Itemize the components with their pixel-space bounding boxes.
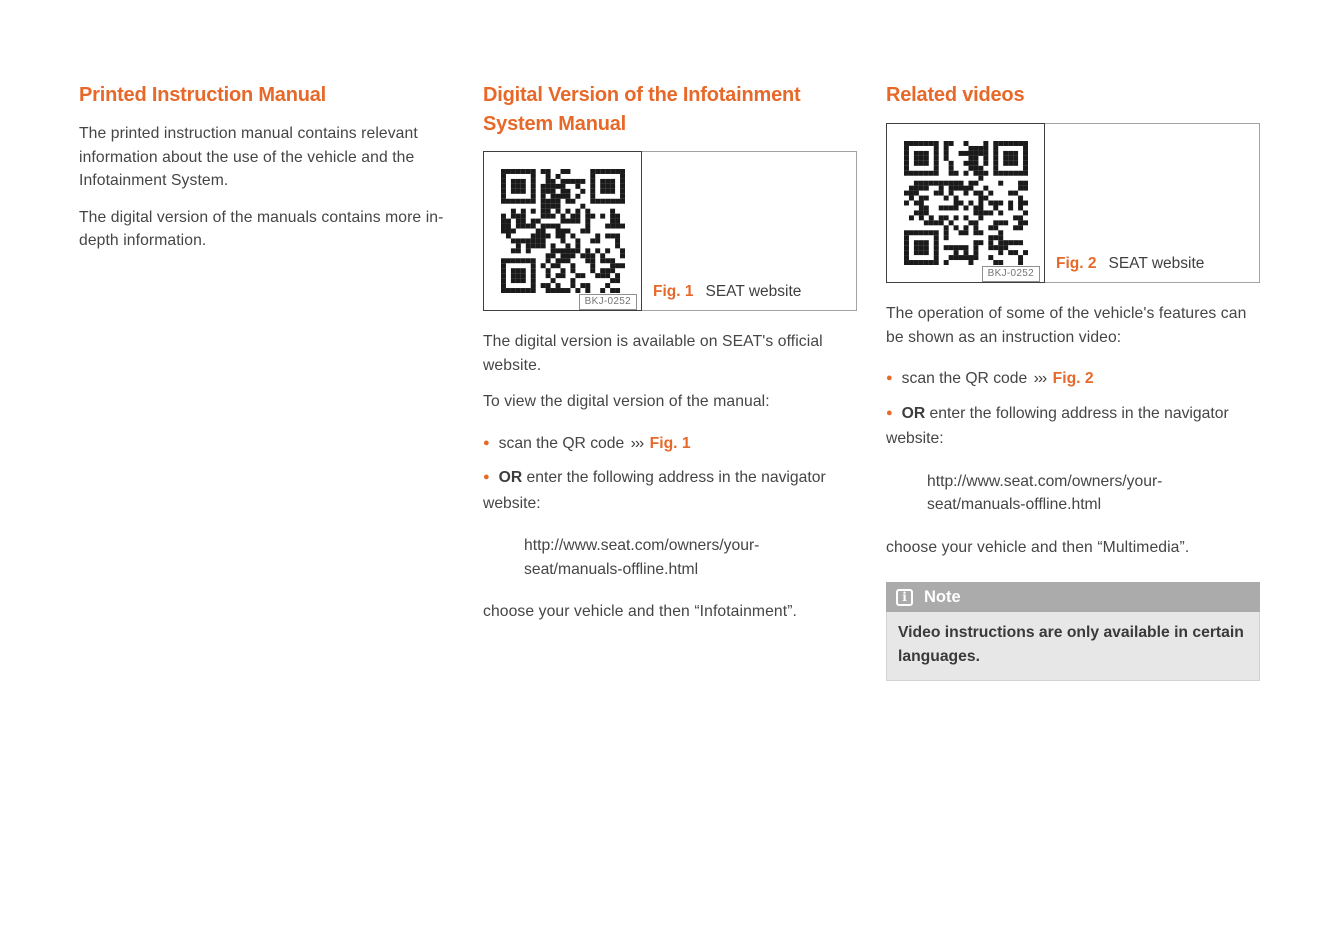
qr-code-id-label: BKJ-0252 <box>982 266 1040 282</box>
cross-reference-chevrons-icon: ››› <box>630 434 644 452</box>
bullet-text: scan the QR code <box>498 434 625 452</box>
note-header <box>886 582 1260 612</box>
bullet-icon: ● <box>483 471 490 483</box>
bullet-text: enter the following address in the navigator website: <box>886 404 1229 447</box>
url-line: http://www.seat.com/owners/your- <box>524 537 760 554</box>
bullet-icon: ● <box>483 436 490 449</box>
bullet-bold-text: OR <box>901 404 926 422</box>
qr-code-id-label: BKJ-0252 <box>579 294 637 310</box>
column-related-videos <box>886 81 1260 681</box>
bullet-item <box>483 466 857 515</box>
figure-number: Fig. 2 <box>1056 255 1097 272</box>
bullet-item <box>483 432 857 458</box>
paragraph: To view the digital version of the manual: <box>483 393 770 410</box>
figure-caption-text: SEAT website <box>705 283 802 300</box>
cross-reference-chevrons-icon: ››› <box>1033 370 1047 387</box>
qr-code-frame <box>886 123 1045 283</box>
figure-number: Fig. 1 <box>653 283 694 300</box>
note-body-text: Video instructions are only available in certain languages. <box>886 612 1260 681</box>
paragraph: The digital version is available on SEAT's official website. <box>483 333 823 374</box>
bullet-text: scan the QR code <box>901 370 1028 387</box>
figure-caption <box>653 283 801 301</box>
note-title: Note <box>924 587 961 606</box>
figure-caption <box>1056 255 1204 273</box>
note-callout <box>886 582 1260 681</box>
bullet-text: enter the following address in the navigator website: <box>483 469 826 512</box>
paragraph: The operation of some of the vehicle's features can be shown as an instruction video: <box>886 305 1247 346</box>
section-heading-printed-manual: Printed Instruction Manual <box>79 84 327 106</box>
qr-code-icon <box>904 141 1028 265</box>
column-printed-instruction-manual <box>79 81 445 266</box>
figure-1 <box>483 151 857 311</box>
figure-caption-text: SEAT website <box>1108 255 1205 272</box>
section-heading-related-videos: Related videos <box>886 84 1025 106</box>
bullet-icon: ● <box>886 372 893 384</box>
bullet-bold-text: OR <box>498 469 523 486</box>
bullet-icon: ● <box>886 406 893 419</box>
paragraph: The printed instruction manual contains relevant information about the use of the vehicle and the Infotainment System. <box>79 125 418 189</box>
figure-reference: Fig. 2 <box>1052 370 1094 387</box>
section-heading-digital-version: Digital Version of the Infotainment System Manual <box>483 84 801 135</box>
qr-code-frame <box>483 151 642 311</box>
column-digital-version <box>483 81 857 637</box>
info-icon: i <box>896 589 913 606</box>
bullet-item <box>886 367 1260 393</box>
figure-reference: Fig. 1 <box>649 434 691 452</box>
paragraph: choose your vehicle and then “Multimedia”. <box>886 538 1190 556</box>
url-text <box>524 534 857 581</box>
url-text <box>927 470 1260 517</box>
paragraph: choose your vehicle and then “Infotainment”. <box>483 603 797 620</box>
bullet-item <box>886 402 1260 451</box>
figure-2 <box>886 123 1260 283</box>
qr-code-icon <box>501 169 625 293</box>
url-line: seat/manuals-offline.html <box>524 560 699 578</box>
url-line: seat/manuals-offline.html <box>927 496 1102 513</box>
paragraph: The digital version of the manuals contains more in-depth information. <box>79 208 444 249</box>
url-line: http://www.seat.com/owners/your- <box>927 472 1163 490</box>
